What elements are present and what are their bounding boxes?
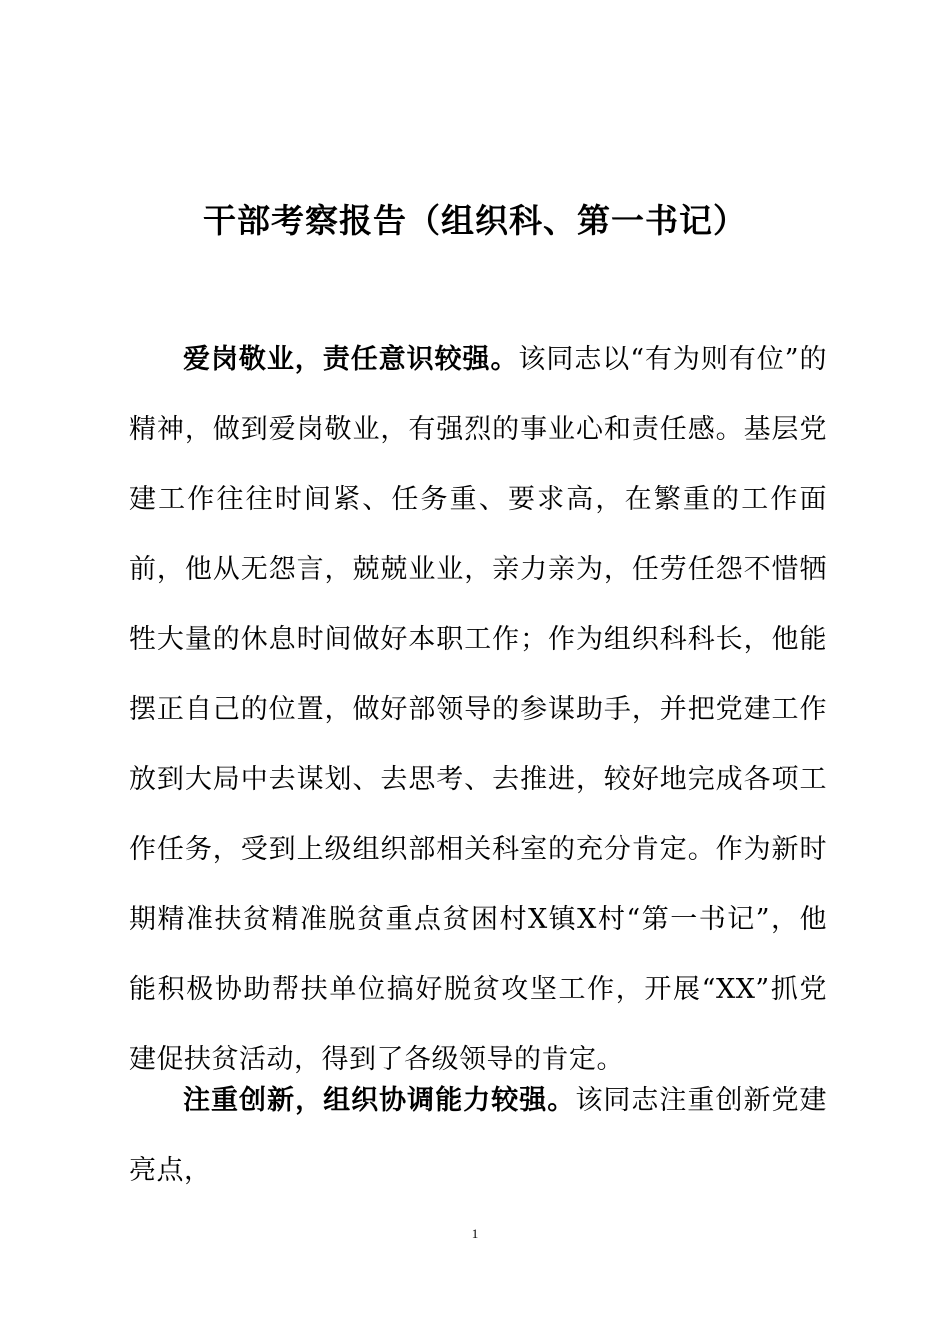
paragraph-1-lead: 爱岗敬业，责任意识较强。 (183, 344, 519, 375)
paragraph-2-lead: 注重创新，组织协调能力较强。 (183, 1085, 576, 1116)
paragraph-1 (129, 325, 827, 1095)
page-number: 1 (471, 1226, 479, 1241)
paragraph-2-text: 该同志注重创新党建亮点， (129, 1085, 828, 1186)
paragraph-2 (129, 1066, 827, 1206)
document-title: 干部考察报告（组织科、第一书记） (203, 201, 747, 240)
paragraph-1-text: 该同志以“有为则有位”的精神，做到爱岗敬业，有强烈的事业心和责任感。基层党建工作往往时间紧、任务重、要求高，在繁重的工作面前，他从无怨言，兢兢业业，亲力亲为，任劳任怨不惜牺牲大量的休息时间做好本职工作；作为组织科科长，他能摆正自己的位置，做好部领导的参谋助手，并把党建工作放到大局中去谋划、去思考、去推进，较好地完成各项工作任务，受到上级组织部相关科室的充分肯定。作为新时期精准扶贫精准脱贫重点贫困村X镇X村“第一书记”，他能积极协助帮扶单位搞好脱贫攻坚工作，开展“XX”抓党建促扶贫活动，得到了各级领导的肯定。 (129, 344, 827, 1075)
